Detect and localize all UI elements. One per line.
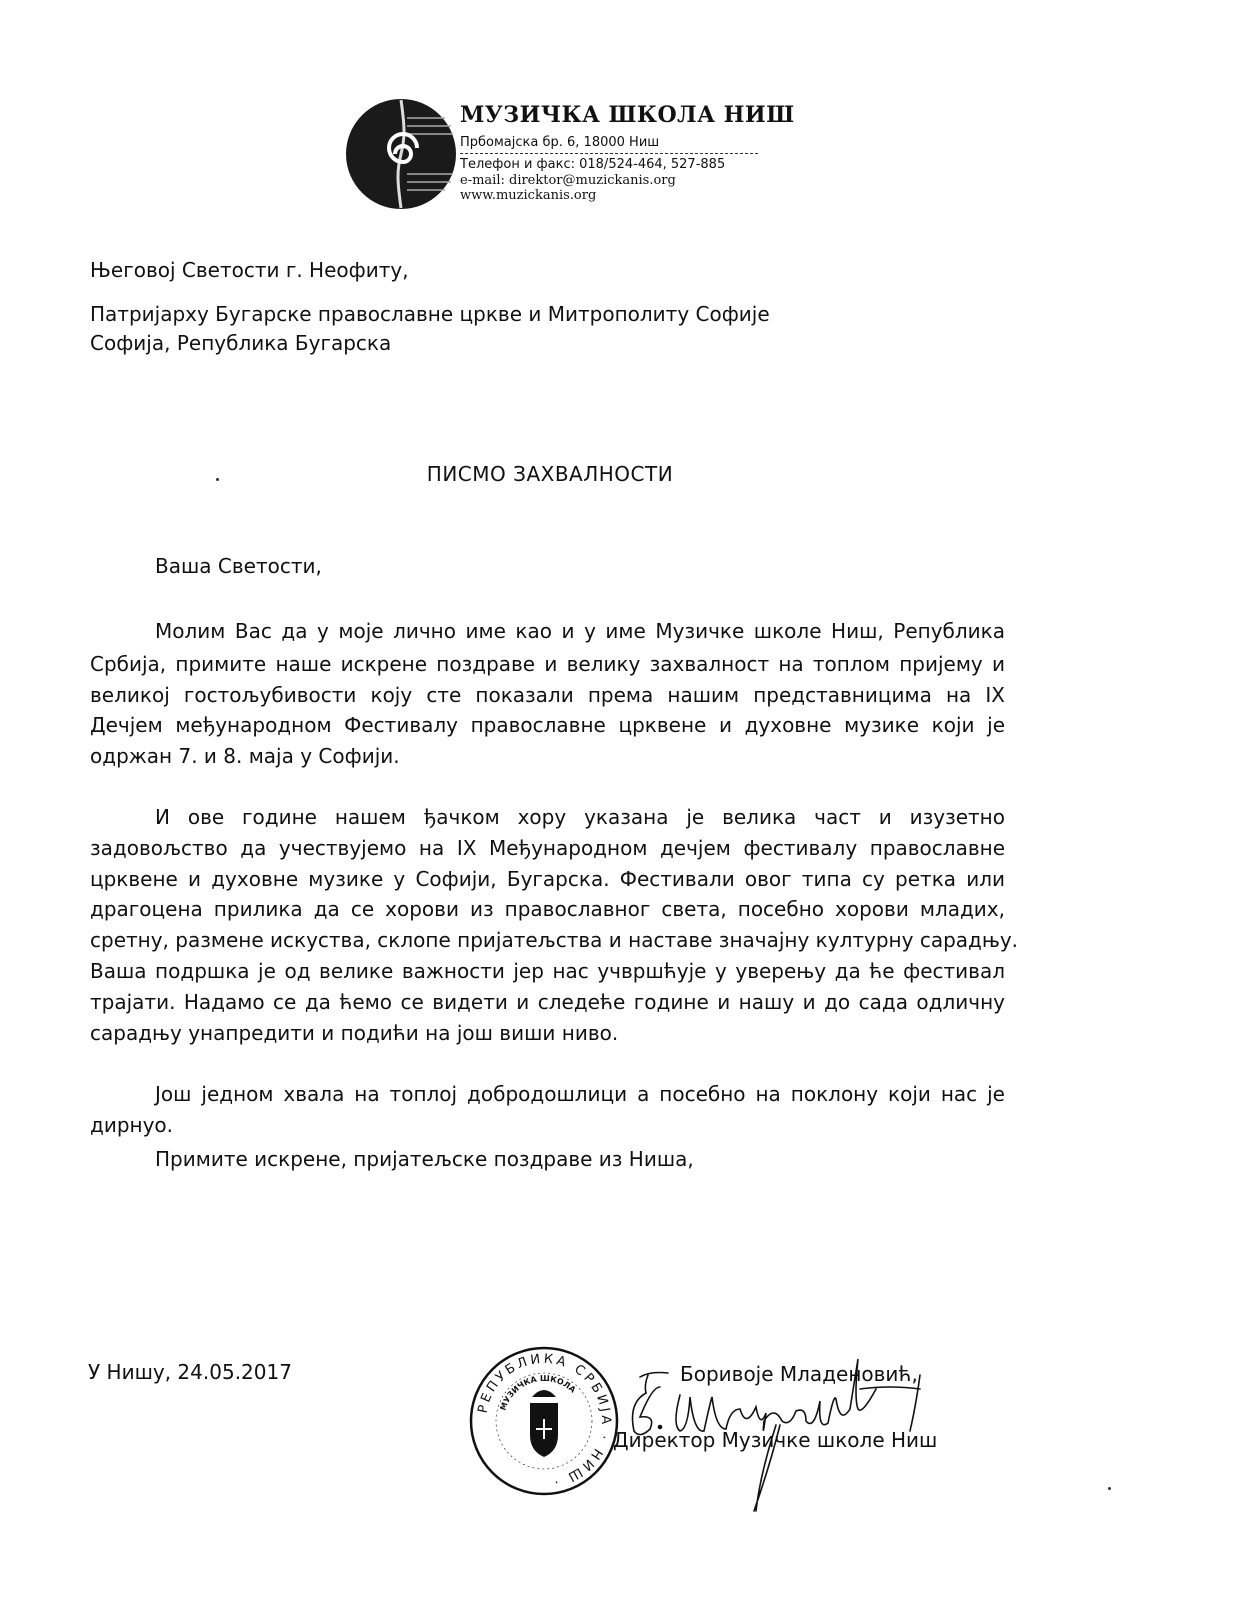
signatory-position: Директор Музичке школе Ниш — [613, 1428, 938, 1452]
text-line: трајати. Надамо се да ћемо се видети и следеће године и нашу и до сада одличну — [90, 990, 1005, 1014]
svg-text:РЕПУБЛИКА СРБИЈА · НИШ ·: РЕПУБЛИКА СРБИЈА · НИШ · — [475, 1351, 614, 1490]
handwritten-signature — [600, 1355, 960, 1515]
letter-title: ПИСМО ЗАХВАЛНОСТИ — [426, 462, 674, 486]
scan-speck — [1108, 1487, 1111, 1490]
text-line: Србија, примите наше искрене поздраве и велику захвалност на топлом пријему и — [90, 652, 1005, 676]
salutation: Ваша Светости, — [155, 554, 322, 578]
text-line: дирнуо. — [90, 1113, 174, 1137]
place-date: У Нишу, 24.05.2017 — [88, 1360, 292, 1384]
recipient-line: Патријарху Бугарске православне цркве и Митрополиту Софије — [90, 302, 770, 326]
school-address: Прбомајска бр. 6, 18000 Ниш — [460, 135, 660, 150]
school-email: e-mail: direktor@muzickanis.org — [460, 173, 676, 188]
school-logo — [345, 98, 457, 210]
school-name: МУЗИЧКА ШКОЛА НИШ — [460, 102, 795, 128]
text-line: црквене и духовне музике у Софији, Бугарска. Фестивали овог типа су ретка или — [90, 867, 1005, 891]
recipient-line: Софија, Република Бугарска — [90, 331, 392, 355]
text-line: Ваша подршка је од велике важности јер нас учвршћује у уверењу да ће фестивал — [90, 959, 1005, 983]
letterhead-divider — [460, 153, 758, 154]
text-line: сарадњу унапредити и подићи на још виши ниво. — [90, 1021, 619, 1045]
svg-text:МУЗИЧКА ШКОЛА: МУЗИЧКА ШКОЛА — [498, 1373, 578, 1412]
text-line: Молим Вас да у моје лично име као и у име Музичке школе Ниш, Република — [155, 619, 1005, 643]
text-line: великој гостољубивости коју сте показали према нашим представницима на IX — [90, 683, 1005, 707]
signatory-name: Боривоје Младеновић, — [680, 1362, 918, 1386]
text-line: драгоцена прилика да се хорови из православног света, посебно хорови младих, — [90, 897, 1005, 921]
recipient-line: Његовој Светости г. Неофиту, — [90, 258, 409, 282]
text-line: сретну, размене искуства, склопе пријатељства и наставе значајну културну сарадњу. — [90, 928, 1019, 952]
text-line: Још једном хвала на топлој добродошлици а посебно на поклону који нас је — [155, 1082, 1005, 1106]
text-line: одржан 7. и 8. маја у Софији. — [90, 744, 400, 768]
closing: Примите искрене, пријатељске поздраве из Ниша, — [155, 1147, 694, 1171]
text-line: Дечјем међународном Фестивалу православне црквене и духовне музике који је — [90, 713, 1005, 737]
school-phone: Телефон и факс: 018/524-464, 527-885 — [460, 157, 726, 172]
text-line: задовољство да учествујемо на IX Међународном дечјем фестивалу православне — [90, 836, 1005, 860]
school-website: www.muzickanis.org — [460, 188, 597, 203]
text-line: И ове године нашем ђачком хору указана је велика част и изузетно — [155, 805, 1005, 829]
official-stamp — [468, 1345, 620, 1497]
